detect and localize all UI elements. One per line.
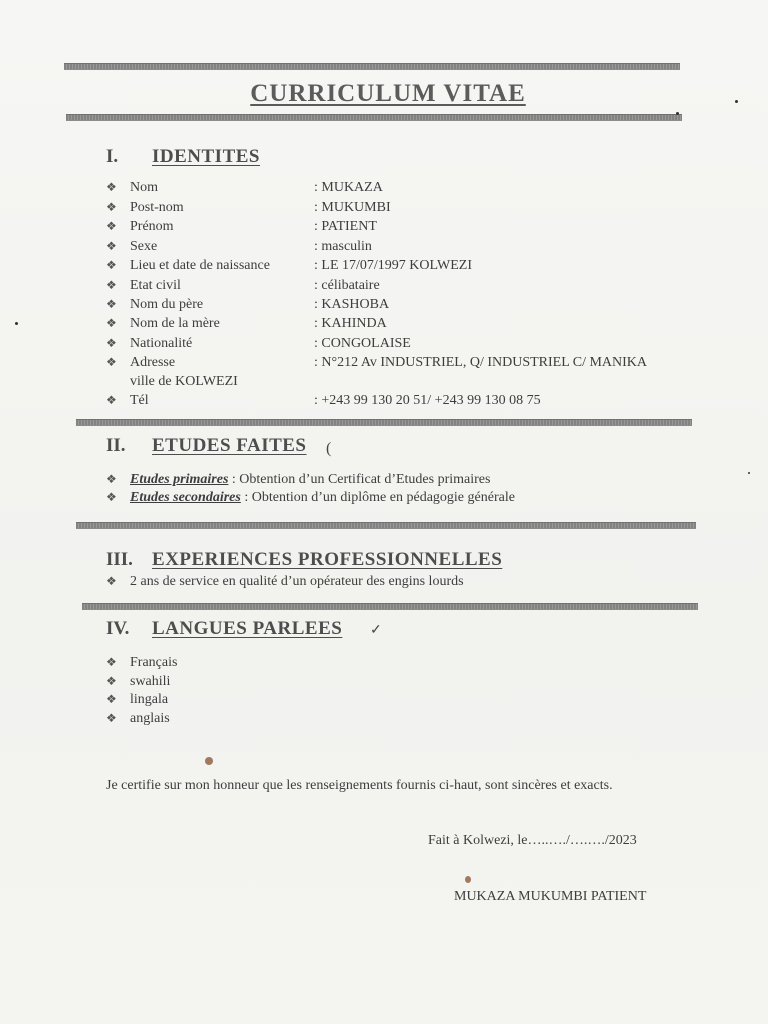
identity-label: Nationalité [130,336,193,351]
identity-row [106,336,411,352]
identity-value: : CONGOLAISE [314,336,411,351]
identity-label: Lieu et date de naissance [130,258,270,273]
bullet-icon: ❖ [106,574,117,588]
section-rule-1 [76,419,692,426]
language-item [106,655,177,671]
bullet-icon: ❖ [106,692,117,706]
bullet-icon: ❖ [106,393,117,407]
bullet-icon: ❖ [106,490,117,504]
bullet-icon: ❖ [106,711,117,725]
ink-stain [465,876,471,883]
pen-mark: ( [326,440,332,457]
experience-item [106,574,464,590]
identity-row [106,297,390,313]
section-title: ETUDES FAITES [152,435,307,456]
section-number: III. [106,549,133,570]
identity-row [106,219,377,235]
language-item [106,711,170,727]
experience-item-text: 2 ans de service en qualité d’un opérateur des engins lourds [130,574,464,589]
title-bottom-rule [66,114,682,121]
scan-speck [15,322,18,325]
bullet-icon: ❖ [106,219,117,233]
identity-label: Nom du père [130,297,204,312]
identity-label: Nom de la mère [130,316,220,331]
identity-value: : MUKAZA [314,180,383,195]
section-identites-heading [106,146,260,168]
language-item [106,692,168,708]
scan-speck [676,112,679,115]
identity-row [106,393,541,409]
identity-value: : MUKUMBI [314,200,391,215]
section-experiences-heading [106,549,502,571]
section-rule-3 [82,603,698,610]
section-etudes-heading [106,435,307,457]
identity-value: : KAHINDA [314,316,387,331]
ink-stain [205,757,213,765]
etudes-item-label: Etudes secondaires [130,490,241,505]
bullet-icon: ❖ [106,239,117,253]
section-title: LANGUES PARLEES [152,618,343,639]
bullet-icon: ❖ [106,297,117,311]
language-item [106,674,170,690]
document-title: CURRICULUM VITAE [250,80,526,107]
identity-row [106,355,648,371]
language-label: swahili [130,674,171,689]
identity-label: Sexe [130,239,158,254]
identity-row [106,278,380,294]
identity-value: : célibataire [314,278,380,293]
section-title: IDENTITES [152,146,260,167]
bullet-icon: ❖ [106,655,117,669]
section-number: I. [106,146,119,167]
bullet-icon: ❖ [106,336,117,350]
signature-name: MUKAZA MUKUMBI PATIENT [454,889,647,904]
language-label: Français [130,655,178,670]
section-number: IV. [106,618,130,639]
language-label: anglais [130,711,170,726]
identity-row [106,180,383,196]
identity-value: : +243 99 130 20 51/ +243 99 130 08 75 [314,393,541,408]
identity-label: Etat civil [130,278,181,293]
section-langues-heading [106,618,342,640]
bullet-icon: ❖ [106,316,117,330]
identity-value: : LE 17/07/1997 KOLWEZI [314,258,472,273]
bullet-icon: ❖ [106,278,117,292]
etudes-item-text: : Obtention d’un Certificat d’Etudes primaires [228,472,491,487]
bullet-icon: ❖ [106,674,117,688]
etudes-item [106,472,490,488]
identity-label: Nom [130,180,158,195]
identity-label: Post-nom [130,200,184,215]
bullet-icon: ❖ [106,258,117,272]
section-rule-2 [76,522,696,529]
identity-label: Tél [130,393,149,408]
identity-value: : KASHOBA [314,297,390,312]
bullet-icon: ❖ [106,355,117,369]
place-date-line: Fait à Kolwezi, le…..…./….…./2023 [428,833,637,848]
identity-value: : masculin [314,239,372,254]
etudes-item [106,490,515,506]
top-rule [64,63,680,70]
bullet-icon: ❖ [106,472,117,486]
address-continuation: ville de KOLWEZI [130,374,238,389]
identity-label: Adresse [130,355,176,370]
certification-statement: Je certifie sur mon honneur que les renseignements fournis ci-haut, sont sincères et exacts. [106,778,613,793]
identity-row [106,258,472,274]
bullet-icon: ❖ [106,200,117,214]
section-number: II. [106,435,126,456]
identity-row [106,316,387,332]
identity-label: Prénom [130,219,174,234]
etudes-item-text: : Obtention d’un diplôme en pédagogie générale [240,490,515,505]
scan-speck [735,100,738,103]
etudes-item-label: Etudes primaires [130,472,229,487]
identity-row [106,200,391,216]
identity-value: : PATIENT [314,219,377,234]
identity-row [106,239,372,255]
pen-mark: ✓ [370,623,382,638]
bullet-icon: ❖ [106,180,117,194]
identity-value: : N°212 Av INDUSTRIEL, Q/ INDUSTRIEL C/ MANIKA [314,355,648,370]
language-label: lingala [130,692,169,707]
scan-speck [748,472,750,474]
section-title: EXPERIENCES PROFESSIONNELLES [152,549,503,570]
